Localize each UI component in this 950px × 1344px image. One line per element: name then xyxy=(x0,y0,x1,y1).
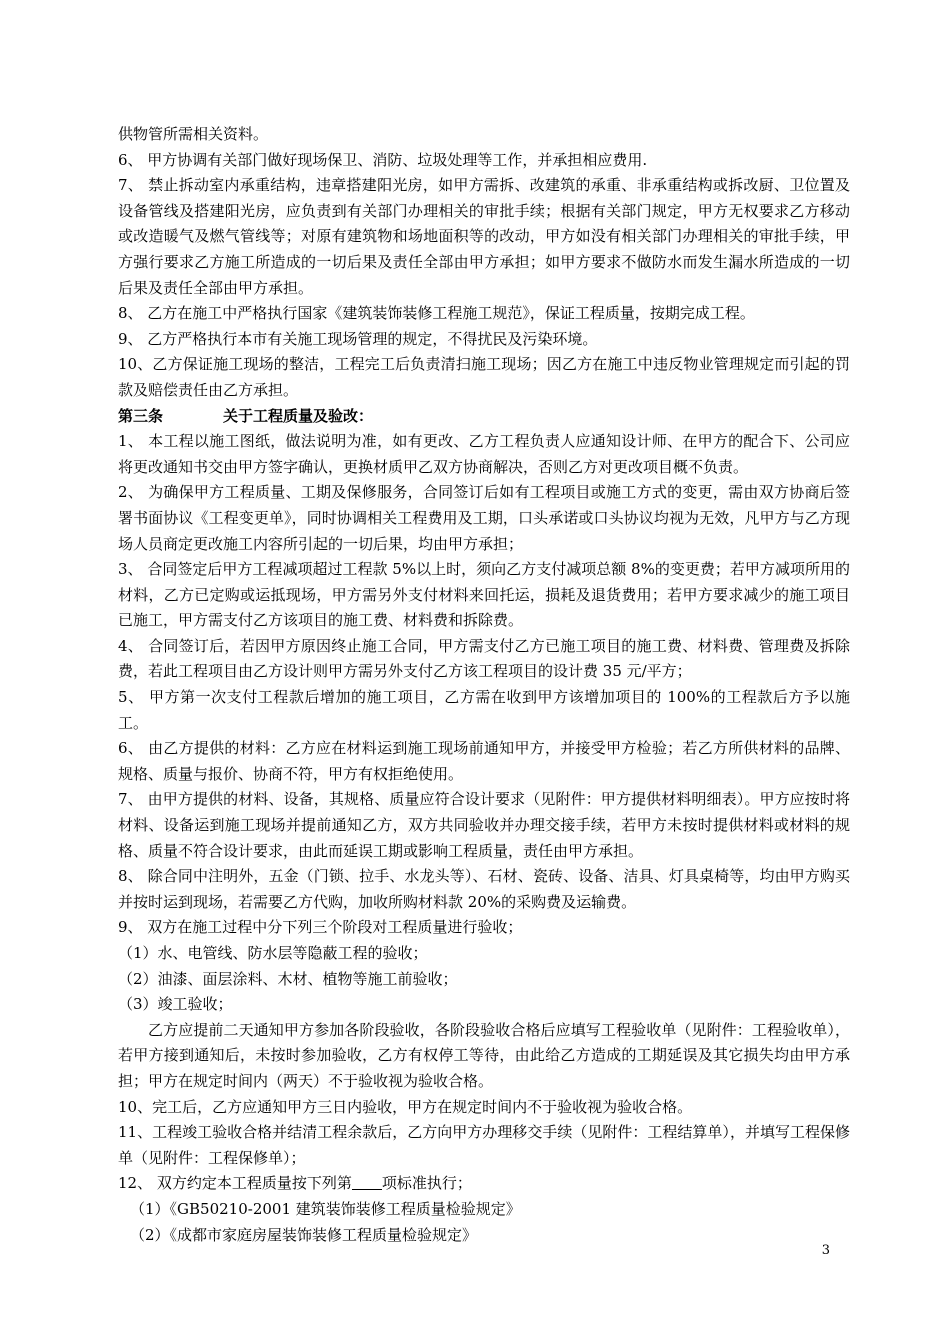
stage-item: （2）油漆、面层涂料、木材、植物等施工前验收； xyxy=(118,969,458,988)
paragraph: 7、 由甲方提供的材料、设备，其规格、质量应符合设计要求（见附件：甲方提供材料明细表）。甲方应按时将材料、设备运到施工现场并提前通知乙方，双方共同验收并办理交接手续，若甲方未按时提供材料或材料的规格、质量不符合设计要求，由此而延误工期或影响工程质量，责任由甲方承担。 xyxy=(118,790,850,860)
item-12-prefix: 12、 双方约定本工程质量按下列第 xyxy=(118,1174,352,1193)
acceptance-note: 乙方应提前二天通知甲方参加各阶段验收，各阶段验收合格后应填写工程验收单（见附件：工程验收单），若甲方接到通知后，未按时参加验收，乙方有权停工等待，由此给乙方造成的工期延误及其它损失均由甲方承担；甲方在规定时间内（两天）不于验收视为验收合格。 xyxy=(118,1020,850,1090)
section-number: 第三条 xyxy=(118,406,164,425)
paragraph: 4、 合同签订后，若因甲方原因终止施工合同，甲方需支付乙方已施工项目的施工费、材料费、管理费及拆除费，若此工程项目由乙方设计则甲方需另外支付乙方该工程项目的设计费 35 元/平方； xyxy=(118,636,850,681)
paragraph: 5、 甲方第一次支付工程款后增加的施工项目，乙方需在收到甲方该增加项目的 100%的工程款后方予以施工。 xyxy=(118,688,850,732)
standard-item: （2）《成都市家庭房屋装饰装修工程质量检验规定》 xyxy=(130,1225,478,1244)
stage-item: （3）竣工验收； xyxy=(118,995,233,1014)
document-body xyxy=(118,122,850,1248)
paragraph: 1、 本工程以施工图纸，做法说明为准，如有更改、乙方工程负责人应通知设计师、在甲方的配合下、公司应将更改通知书交由甲方签字确认，更换材质甲乙双方协商解决，否则乙方对更改项目概不负责。 xyxy=(118,432,850,476)
section-title: 关于工程质量及验改： xyxy=(223,406,374,425)
paragraph: 2、 为确保甲方工程质量、工期及保修服务，合同签订后如有工程项目或施工方式的变更，需由双方协商后签署书面协议《工程变更单》，同时协调相关工程费用及工期，口头承诺或口头协议均视为无效，凡甲方与乙方现场人员商定更改施工内容所引起的一切后果，均由甲方承担； xyxy=(118,483,850,553)
paragraph: 8、 除合同中注明外，五金（门锁、拉手、水龙头等）、石材、瓷砖、设备、洁具、灯具桌椅等，均由甲方购买并按时运到现场，若需要乙方代购，加收所购材料款 20%的采购费及运输费。 xyxy=(118,867,850,911)
paragraph: 9、 乙方严格执行本市有关施工现场管理的规定，不得扰民及污染环境。 xyxy=(118,329,598,348)
section-heading xyxy=(118,404,850,430)
item-12-suffix: 项标准执行； xyxy=(381,1174,472,1193)
page-number: 3 xyxy=(821,1243,830,1258)
standard-item: （1）《GB50210-2001 建筑装饰装修工程质量检验规定》 xyxy=(130,1199,521,1218)
paragraph: 6、 由乙方提供的材料：乙方应在材料运到施工现场前通知甲方，并接受甲方检验；若乙方所供材料的品牌、规格、质量与报价、协商不符，甲方有权拒绝使用。 xyxy=(118,739,850,783)
paragraph: 9、 双方在施工过程中分下列三个阶段对工程质量进行验收； xyxy=(118,918,523,937)
fill-in-blank xyxy=(352,1173,382,1190)
paragraph: 7、 禁止拆动室内承重结构，违章搭建阳光房，如甲方需拆、改建筑的承重、非承重结构或拆改厨、卫位置及设备管线及搭建阳光房，应负责到有关部门办理相关的审批手续；根据有关部门规定，甲方无权要求乙方移动或改造暖气及燃气管线等；对原有建筑物和场地面积等的改动，甲方如没有相关部门办理相关的审批手续，甲方强行要求乙方施工所造成的一切后果及责任全部由甲方承担；如甲方要求不做防水而发生漏水所造成的一切后果及责任全部由甲方承担。 xyxy=(118,176,850,297)
paragraph: 供物管所需相关资料。 xyxy=(118,125,269,143)
paragraph: 6、 甲方协调有关部门做好现场保卫、消防、垃圾处理等工作，并承担相应费用. xyxy=(118,150,648,169)
paragraph: 3、 合同签定后甲方工程减项超过工程款 5%以上时，须向乙方支付减项总额 8%的变更费；若甲方减项所用的材料，乙方已定购或运抵现场，甲方需另外支付材料来回托运，损耗及退货费用；若甲方要求减少的施工项目已施工，甲方需支付乙方该项目的施工费、材料费和拆除费。 xyxy=(118,560,850,630)
paragraph: 11、工程竣工验收合格并结清工程余款后，乙方向甲方办理移交手续（见附件：工程结算单），并填写工程保修单（见附件：工程保修单）； xyxy=(118,1123,850,1167)
item-12 xyxy=(118,1171,850,1197)
paragraph: 8、 乙方在施工中严格执行国家《建筑装饰装修工程施工规范》，保证工程质量，按期完成工程。 xyxy=(118,304,755,323)
paragraph: 10、乙方保证施工现场的整洁，工程完工后负责清扫施工现场；因乙方在施工中违反物业管理规定而引起的罚款及赔偿责任由乙方承担。 xyxy=(118,355,850,399)
stage-item: （1）水、电管线、防水层等隐蔽工程的验收； xyxy=(118,944,428,962)
paragraph: 10、完工后，乙方应通知甲方三日内验收，甲方在规定时间内不于验收视为验收合格。 xyxy=(118,1097,693,1116)
